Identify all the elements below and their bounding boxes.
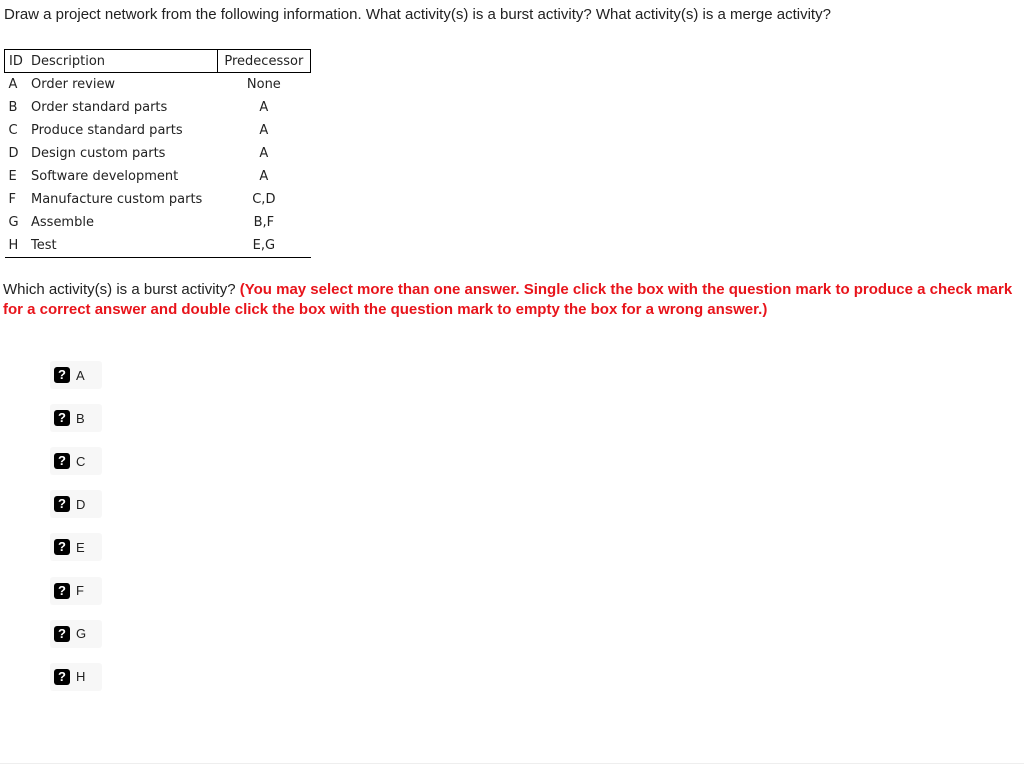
cell-predecessor: A <box>259 169 269 184</box>
burst-question <box>3 280 1018 320</box>
cell-description: Order review <box>31 77 116 92</box>
cell-id: C <box>8 123 18 138</box>
cell-predecessor: A <box>259 100 269 115</box>
cell-description: Assemble <box>31 215 94 230</box>
cell-id: F <box>8 192 16 207</box>
answer-option-h[interactable] <box>50 663 102 691</box>
table-row <box>5 211 311 234</box>
cell-id: D <box>8 146 19 161</box>
answer-option-g[interactable] <box>50 620 102 648</box>
question-mark-checkbox-icon[interactable]: ? <box>54 539 70 555</box>
cell-id: H <box>5 234 28 258</box>
table-row <box>5 96 311 119</box>
header-id: ID <box>5 50 28 73</box>
answer-option-c[interactable] <box>50 447 102 475</box>
cell-id: G <box>8 215 19 230</box>
option-label: E <box>76 539 85 555</box>
cell-description: Manufacture custom parts <box>31 192 203 207</box>
activity-table <box>4 49 311 258</box>
cell-predecessor: E,G <box>217 234 310 258</box>
cell-description: Software development <box>31 169 179 184</box>
table-row <box>5 73 311 97</box>
cell-predecessor: C,D <box>252 192 276 207</box>
table-row <box>5 165 311 188</box>
footer-divider <box>0 763 1024 764</box>
cell-id: E <box>8 169 17 184</box>
cell-description: Test <box>27 234 217 258</box>
cell-description: Produce standard parts <box>31 123 183 138</box>
question-mark-checkbox-icon[interactable]: ? <box>54 453 70 469</box>
cell-predecessor: B,F <box>253 215 275 230</box>
cell-id: A <box>8 77 18 92</box>
option-label: G <box>76 626 87 642</box>
option-label: B <box>76 410 85 426</box>
header-predecessor: Predecessor <box>217 50 310 73</box>
table-row <box>5 142 311 165</box>
instruction-text: (You may select more than one answer. Single click the box with the question mark to produce a check mark for a correct answer and double click the box with the question mark to empty the box for a wrong answer.) <box>3 281 1013 318</box>
answer-option-e[interactable] <box>50 533 102 561</box>
answer-option-f[interactable] <box>50 577 102 605</box>
question-text: Draw a project network from the following information. What activity(s) is a burst activity? What activity(s) is a merge activity? <box>4 6 831 23</box>
answer-option-b[interactable] <box>50 404 102 432</box>
answer-option-a[interactable] <box>50 361 102 389</box>
header-description: Description <box>27 50 217 73</box>
cell-predecessor: None <box>246 77 281 92</box>
cell-predecessor: A <box>259 123 269 138</box>
question-mark-checkbox-icon[interactable]: ? <box>54 496 70 512</box>
question-mark-checkbox-icon[interactable]: ? <box>54 669 70 685</box>
table-row <box>5 188 311 211</box>
option-label: F <box>76 583 84 598</box>
option-label: D <box>76 496 86 512</box>
cell-predecessor: A <box>259 146 269 161</box>
option-label: A <box>76 367 85 383</box>
table-row <box>5 119 311 142</box>
table-row <box>5 234 311 258</box>
question-mark-checkbox-icon[interactable]: ? <box>54 410 70 426</box>
question-mark-checkbox-icon[interactable]: ? <box>54 583 70 599</box>
option-label: C <box>76 453 86 469</box>
option-label: H <box>76 669 86 685</box>
burst-question-text: Which activity(s) is a burst activity? <box>3 281 236 298</box>
cell-description: Order standard parts <box>31 100 168 115</box>
question-mark-checkbox-icon[interactable]: ? <box>54 626 70 642</box>
cell-description: Design custom parts <box>31 146 166 161</box>
answer-option-d[interactable] <box>50 490 102 518</box>
question-mark-checkbox-icon[interactable]: ? <box>54 367 70 383</box>
cell-id: B <box>8 100 18 115</box>
